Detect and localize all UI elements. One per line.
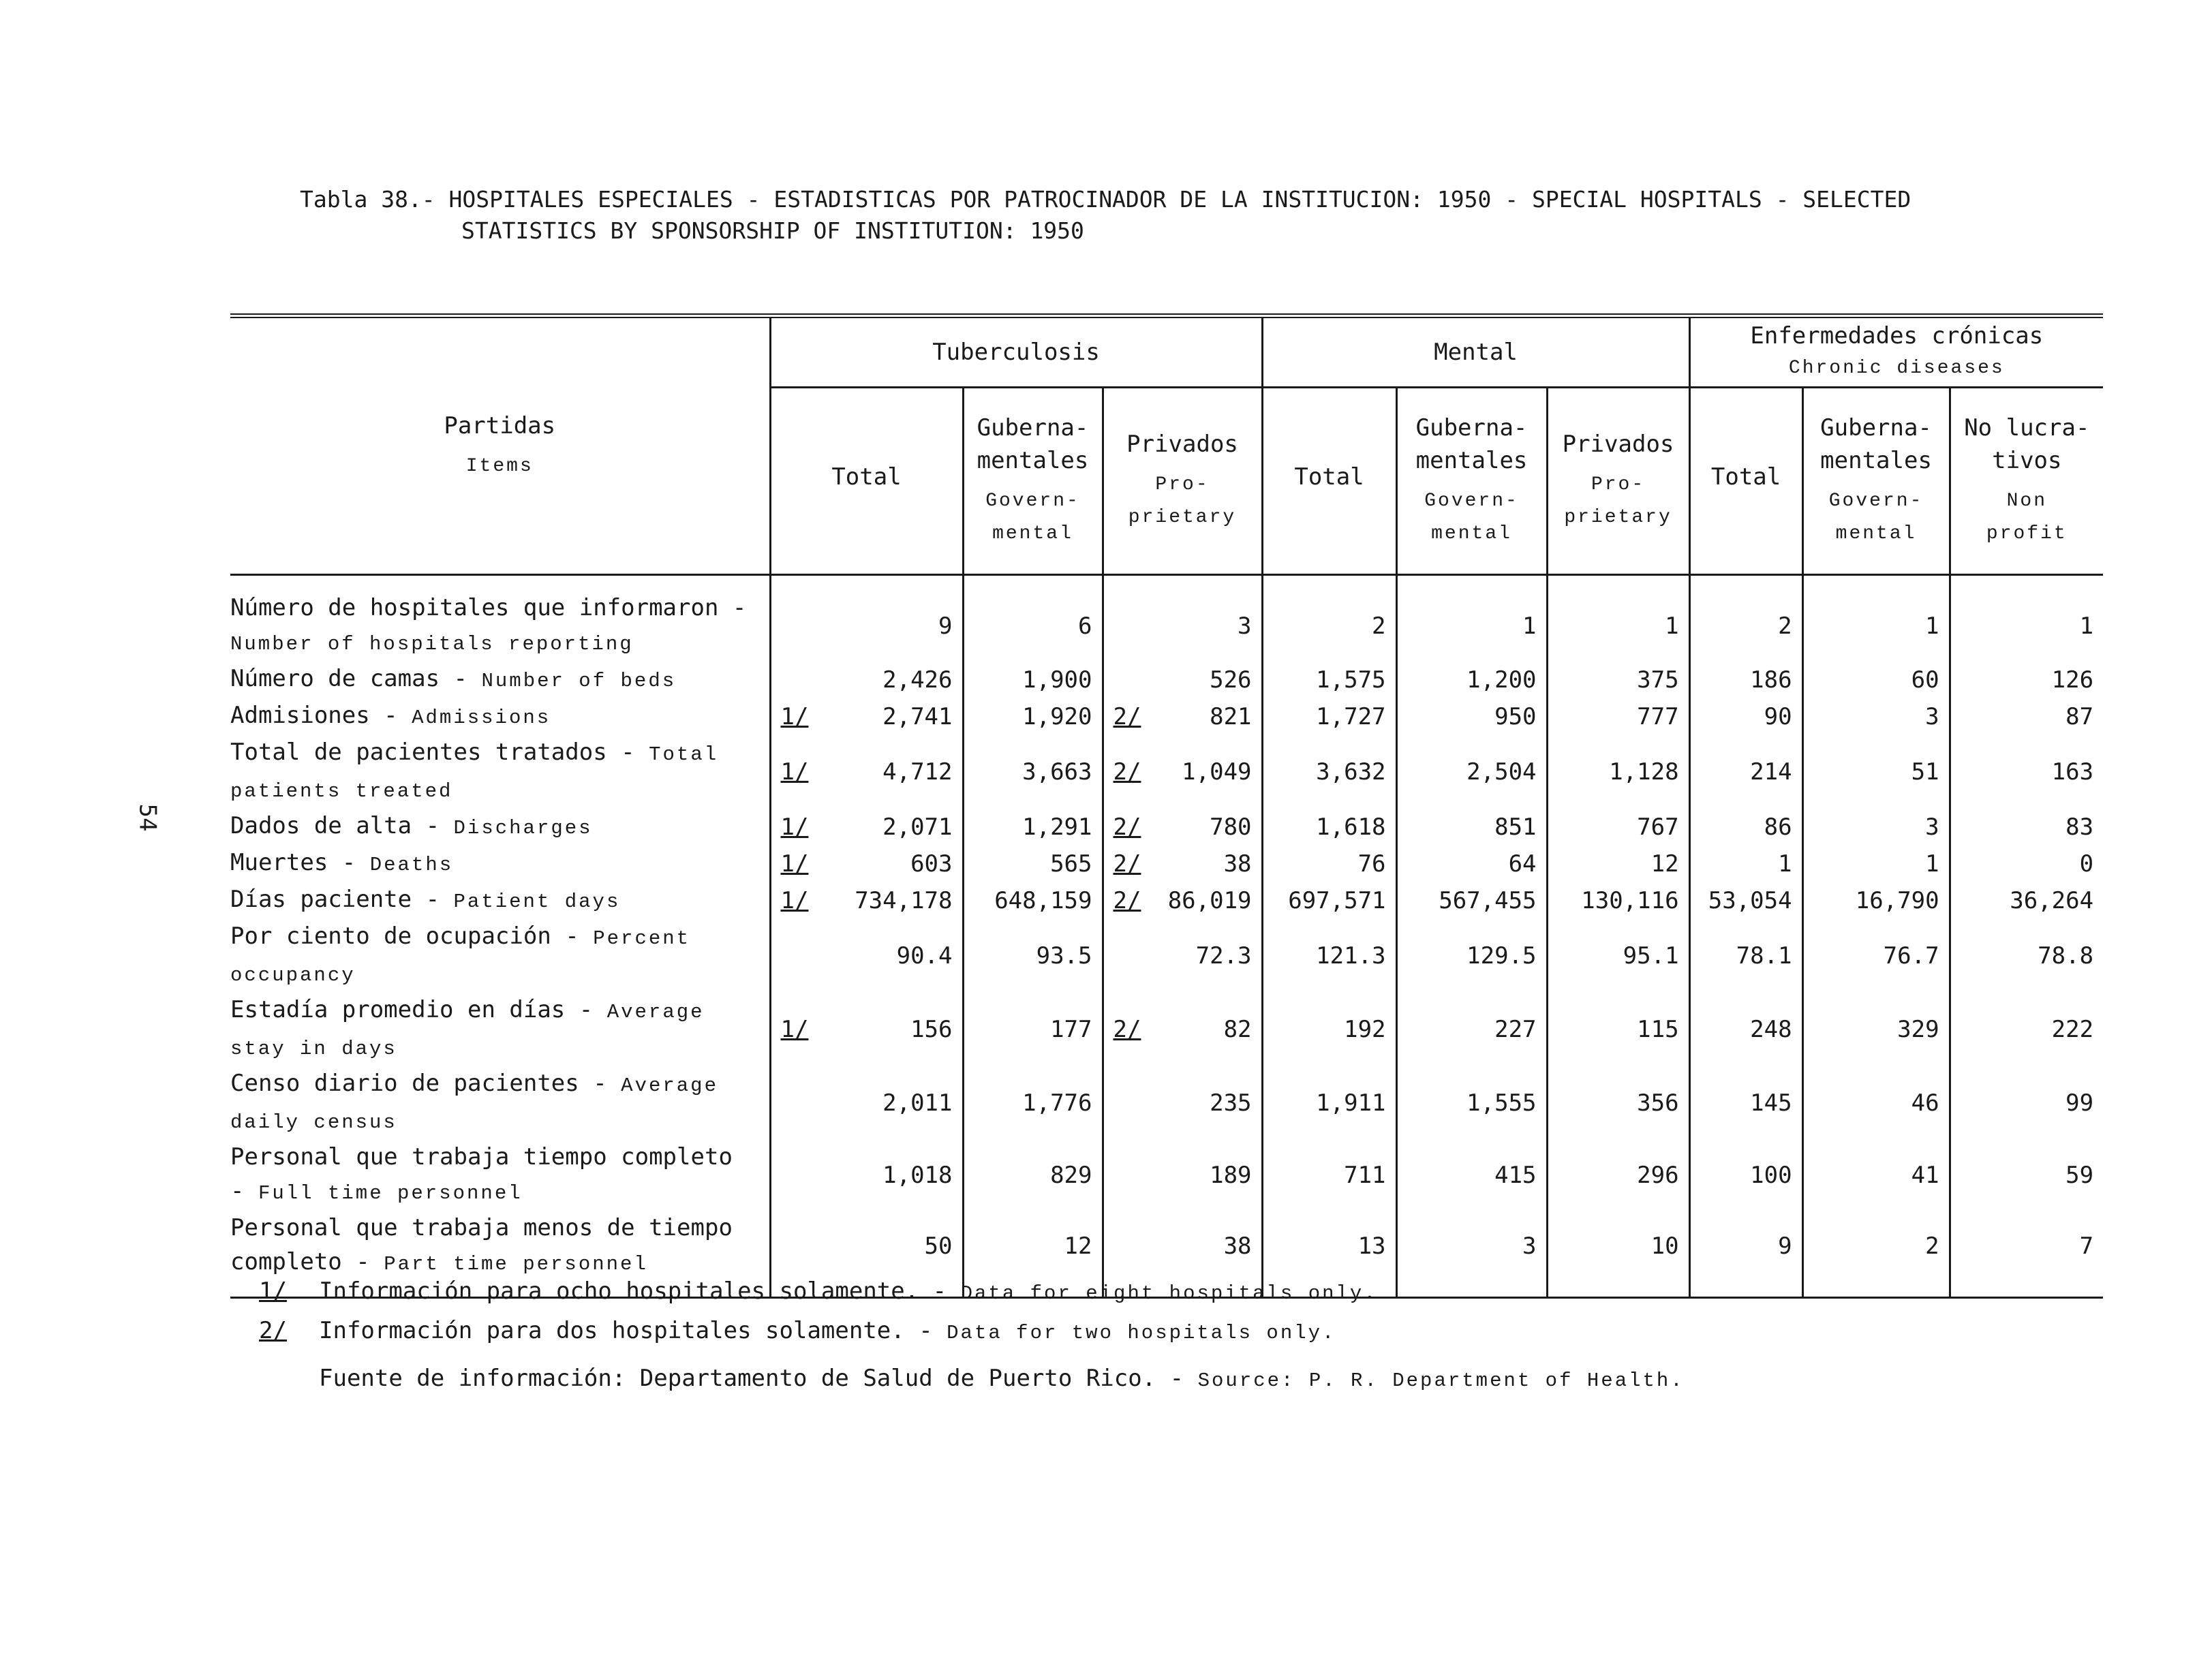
cell-value: 2/ 821 <box>1103 698 1262 735</box>
cell-value: 851 <box>1396 809 1547 846</box>
cell-value: 93.5 <box>963 919 1103 993</box>
cell-value: 186 <box>1689 662 1802 698</box>
title-line-1: Tabla 38.- HOSPITALES ESPECIALES - ESTADISTICAS POR PATROCINADOR DE LA INSTITUCION: 1950 - SPECIAL HOSPITALS - SELECTED <box>300 186 1911 213</box>
cell-value: 1 <box>1689 846 1802 882</box>
footnote-marker: 1/ <box>780 814 809 841</box>
cell-value: 192 <box>1262 993 1396 1066</box>
cell-value: 36,264 <box>1950 882 2103 919</box>
table-row <box>230 993 2103 1066</box>
footnote-marker: 2/ <box>1113 850 1141 878</box>
row-label: Personal que trabaja menos de tiempo completo - Part time personnel <box>230 1214 733 1275</box>
table-row <box>230 698 2103 735</box>
cell-value: 777 <box>1547 698 1689 735</box>
cell-value: 3 <box>1396 1211 1547 1298</box>
column-header: Guberna- mentales Govern- mental <box>963 388 1103 575</box>
footnote-2: 2/ Información para dos hospitales solamente. - Data for two hospitals only. <box>259 1317 1336 1344</box>
cell-value: 1 <box>1802 575 1950 662</box>
cell-value: 2/ 86,019 <box>1103 882 1262 919</box>
row-label: Censo diario de pacientes - Average daily census <box>230 1070 718 1134</box>
column-header: Total <box>1689 388 1802 575</box>
row-label: Personal que trabaja tiempo completo - Full time personnel <box>230 1143 733 1205</box>
cell-value: 0 <box>1950 846 2103 882</box>
table-row <box>230 919 2103 993</box>
title-line-2: STATISTICS BY SPONSORSHIP OF INSTITUTION: 1950 <box>461 217 1084 244</box>
cell-value: 1,128 <box>1547 735 1689 809</box>
row-label: Por ciento de ocupación - Percent occupancy <box>230 923 691 987</box>
cell-value: 1/ 734,178 <box>770 882 963 919</box>
cell-value: 2,426 <box>770 662 963 698</box>
footnotes <box>259 1273 2031 1399</box>
cell-value: 1,727 <box>1262 698 1396 735</box>
cell-value: 7 <box>1950 1211 2103 1298</box>
cell-value: 3,663 <box>963 735 1103 809</box>
cell-value: 145 <box>1689 1066 1802 1140</box>
cell-value: 6 <box>963 575 1103 662</box>
cell-value: 9 <box>1689 1211 1802 1298</box>
cell-value: 1/ 2,071 <box>770 809 963 846</box>
cell-value: 189 <box>1103 1140 1262 1211</box>
footnote-marker: 1/ <box>780 758 809 786</box>
cell-value: 72.3 <box>1103 919 1262 993</box>
column-header: Privados Pro- prietary <box>1103 388 1262 575</box>
cell-value: 235 <box>1103 1066 1262 1140</box>
cell-value: 1/ 2,741 <box>770 698 963 735</box>
cell-value: 129.5 <box>1396 919 1547 993</box>
footnote-marker: 1/ <box>780 1016 809 1043</box>
cell-value: 3,632 <box>1262 735 1396 809</box>
table-row <box>230 1066 2103 1140</box>
cell-value: 1,555 <box>1396 1066 1547 1140</box>
cell-value: 227 <box>1396 993 1547 1066</box>
cell-value: 90 <box>1689 698 1802 735</box>
table-row <box>230 575 2103 662</box>
table-row <box>230 809 2103 846</box>
cell-value: 99 <box>1950 1066 2103 1140</box>
table-row <box>230 662 2103 698</box>
column-header: Privados Pro- prietary <box>1547 388 1689 575</box>
cell-value: 16,790 <box>1802 882 1950 919</box>
column-header: Guberna- mentales Govern- mental <box>1396 388 1547 575</box>
cell-value: 90.4 <box>770 919 963 993</box>
cell-value: 375 <box>1547 662 1689 698</box>
cell-value: 1/ 4,712 <box>770 735 963 809</box>
footnote-1: 1/ Información para ocho hospitales solamente. - Data for eight hospitals only. <box>259 1277 1378 1305</box>
cell-value: 9 <box>770 575 963 662</box>
column-header: Total <box>1262 388 1396 575</box>
cell-value: 41 <box>1802 1140 1950 1211</box>
footnote-marker: 2/ <box>1113 887 1141 914</box>
cell-value: 12 <box>963 1211 1103 1298</box>
footnote-marker: 2/ <box>1113 703 1141 730</box>
cell-value: 126 <box>1950 662 2103 698</box>
footnote-marker: 2/ <box>1113 758 1141 786</box>
cell-value: 83 <box>1950 809 2103 846</box>
cell-value: 1 <box>1547 575 1689 662</box>
row-label: Número de hospitales que informaron - Number of hospitals reporting <box>230 594 747 655</box>
footnote-marker: 1/ <box>780 703 809 730</box>
cell-value: 415 <box>1396 1140 1547 1211</box>
cell-value: 86 <box>1689 809 1802 846</box>
cell-value: 248 <box>1689 993 1802 1066</box>
cell-value: 13 <box>1262 1211 1396 1298</box>
table-row <box>230 1140 2103 1211</box>
statistics-table <box>230 313 2103 1299</box>
cell-value: 2/ 82 <box>1103 993 1262 1066</box>
cell-value: 1,575 <box>1262 662 1396 698</box>
row-label: Dados de alta - Discharges <box>230 812 593 839</box>
cell-value: 130,116 <box>1547 882 1689 919</box>
table-row <box>230 735 2103 809</box>
cell-value: 214 <box>1689 735 1802 809</box>
cell-value: 697,571 <box>1262 882 1396 919</box>
cell-value: 1,911 <box>1262 1066 1396 1140</box>
source-note: Fuente de información: Departamento de Salud de Puerto Rico. - Source: P. R. Department of Health. <box>319 1365 1685 1392</box>
cell-value: 60 <box>1802 662 1950 698</box>
cell-value: 711 <box>1262 1140 1396 1211</box>
row-label: Número de camas - Number of beds <box>230 665 677 692</box>
cell-value: 12 <box>1547 846 1689 882</box>
cell-value: 51 <box>1802 735 1950 809</box>
cell-value: 1 <box>1950 575 2103 662</box>
group-header-tuberculosis: Tuberculosis <box>770 316 1262 388</box>
cell-value: 1,900 <box>963 662 1103 698</box>
cell-value: 95.1 <box>1547 919 1689 993</box>
cell-value: 76.7 <box>1802 919 1950 993</box>
footnote-marker: 2/ <box>1113 1016 1141 1043</box>
column-header: No lucra- tivos Non profit <box>1950 388 2103 575</box>
cell-value: 1/ 603 <box>770 846 963 882</box>
cell-value: 115 <box>1547 993 1689 1066</box>
cell-value: 1,776 <box>963 1066 1103 1140</box>
cell-value: 121.3 <box>1262 919 1396 993</box>
cell-value: 2,011 <box>770 1066 963 1140</box>
row-label: Total de pacientes tratados - Total patients treated <box>230 739 719 803</box>
cell-value: 2,504 <box>1396 735 1547 809</box>
cell-value: 87 <box>1950 698 2103 735</box>
cell-value: 59 <box>1950 1140 2103 1211</box>
table-row <box>230 846 2103 882</box>
cell-value: 950 <box>1396 698 1547 735</box>
cell-value: 567,455 <box>1396 882 1547 919</box>
cell-value: 565 <box>963 846 1103 882</box>
row-label: Muertes - Deaths <box>230 849 454 876</box>
cell-value: 2/ 780 <box>1103 809 1262 846</box>
cell-value: 648,159 <box>963 882 1103 919</box>
cell-value: 2/ 1,049 <box>1103 735 1262 809</box>
cell-value: 10 <box>1547 1211 1689 1298</box>
cell-value: 163 <box>1950 735 2103 809</box>
row-label: Admisiones - Admissions <box>230 702 551 729</box>
row-label: Estadía promedio en días - Average stay in days <box>230 996 705 1060</box>
cell-value: 64 <box>1396 846 1547 882</box>
cell-value: 356 <box>1547 1066 1689 1140</box>
cell-value: 76 <box>1262 846 1396 882</box>
table-row <box>230 882 2103 919</box>
group-header-mental: Mental <box>1262 316 1689 388</box>
cell-value: 222 <box>1950 993 2103 1066</box>
cell-value: 2 <box>1262 575 1396 662</box>
cell-value: 100 <box>1689 1140 1802 1211</box>
cell-value: 1,018 <box>770 1140 963 1211</box>
column-header: Guberna- mentales Govern- mental <box>1802 388 1950 575</box>
cell-value: 767 <box>1547 809 1689 846</box>
cell-value: 3 <box>1103 575 1262 662</box>
cell-value: 46 <box>1802 1066 1950 1140</box>
cell-value: 329 <box>1802 993 1950 1066</box>
cell-value: 50 <box>770 1211 963 1298</box>
items-header: Partidas Items <box>230 316 770 575</box>
cell-value: 177 <box>963 993 1103 1066</box>
cell-value: 78.1 <box>1689 919 1802 993</box>
cell-value: 3 <box>1802 698 1950 735</box>
footnote-marker: 2/ <box>1113 814 1141 841</box>
table-title <box>300 184 2044 247</box>
cell-value: 1 <box>1802 846 1950 882</box>
cell-value: 2 <box>1802 1211 1950 1298</box>
column-header: Total <box>770 388 963 575</box>
row-label: Días paciente - Patient days <box>230 886 621 913</box>
cell-value: 2/ 38 <box>1103 846 1262 882</box>
cell-value: 526 <box>1103 662 1262 698</box>
cell-value: 1,291 <box>963 809 1103 846</box>
cell-value: 1/ 156 <box>770 993 963 1066</box>
cell-value: 1,920 <box>963 698 1103 735</box>
footnote-marker: 1/ <box>780 887 809 914</box>
cell-value: 2 <box>1689 575 1802 662</box>
cell-value: 38 <box>1103 1211 1262 1298</box>
cell-value: 78.8 <box>1950 919 2103 993</box>
footnote-marker: 1/ <box>780 850 809 878</box>
group-header-chronic: Enfermedades crónicas Chronic diseases <box>1689 316 2103 388</box>
cell-value: 1 <box>1396 575 1547 662</box>
cell-value: 53,054 <box>1689 882 1802 919</box>
cell-value: 829 <box>963 1140 1103 1211</box>
cell-value: 1,200 <box>1396 662 1547 698</box>
cell-value: 3 <box>1802 809 1950 846</box>
page-number: 54 <box>134 803 162 832</box>
cell-value: 1,618 <box>1262 809 1396 846</box>
cell-value: 296 <box>1547 1140 1689 1211</box>
